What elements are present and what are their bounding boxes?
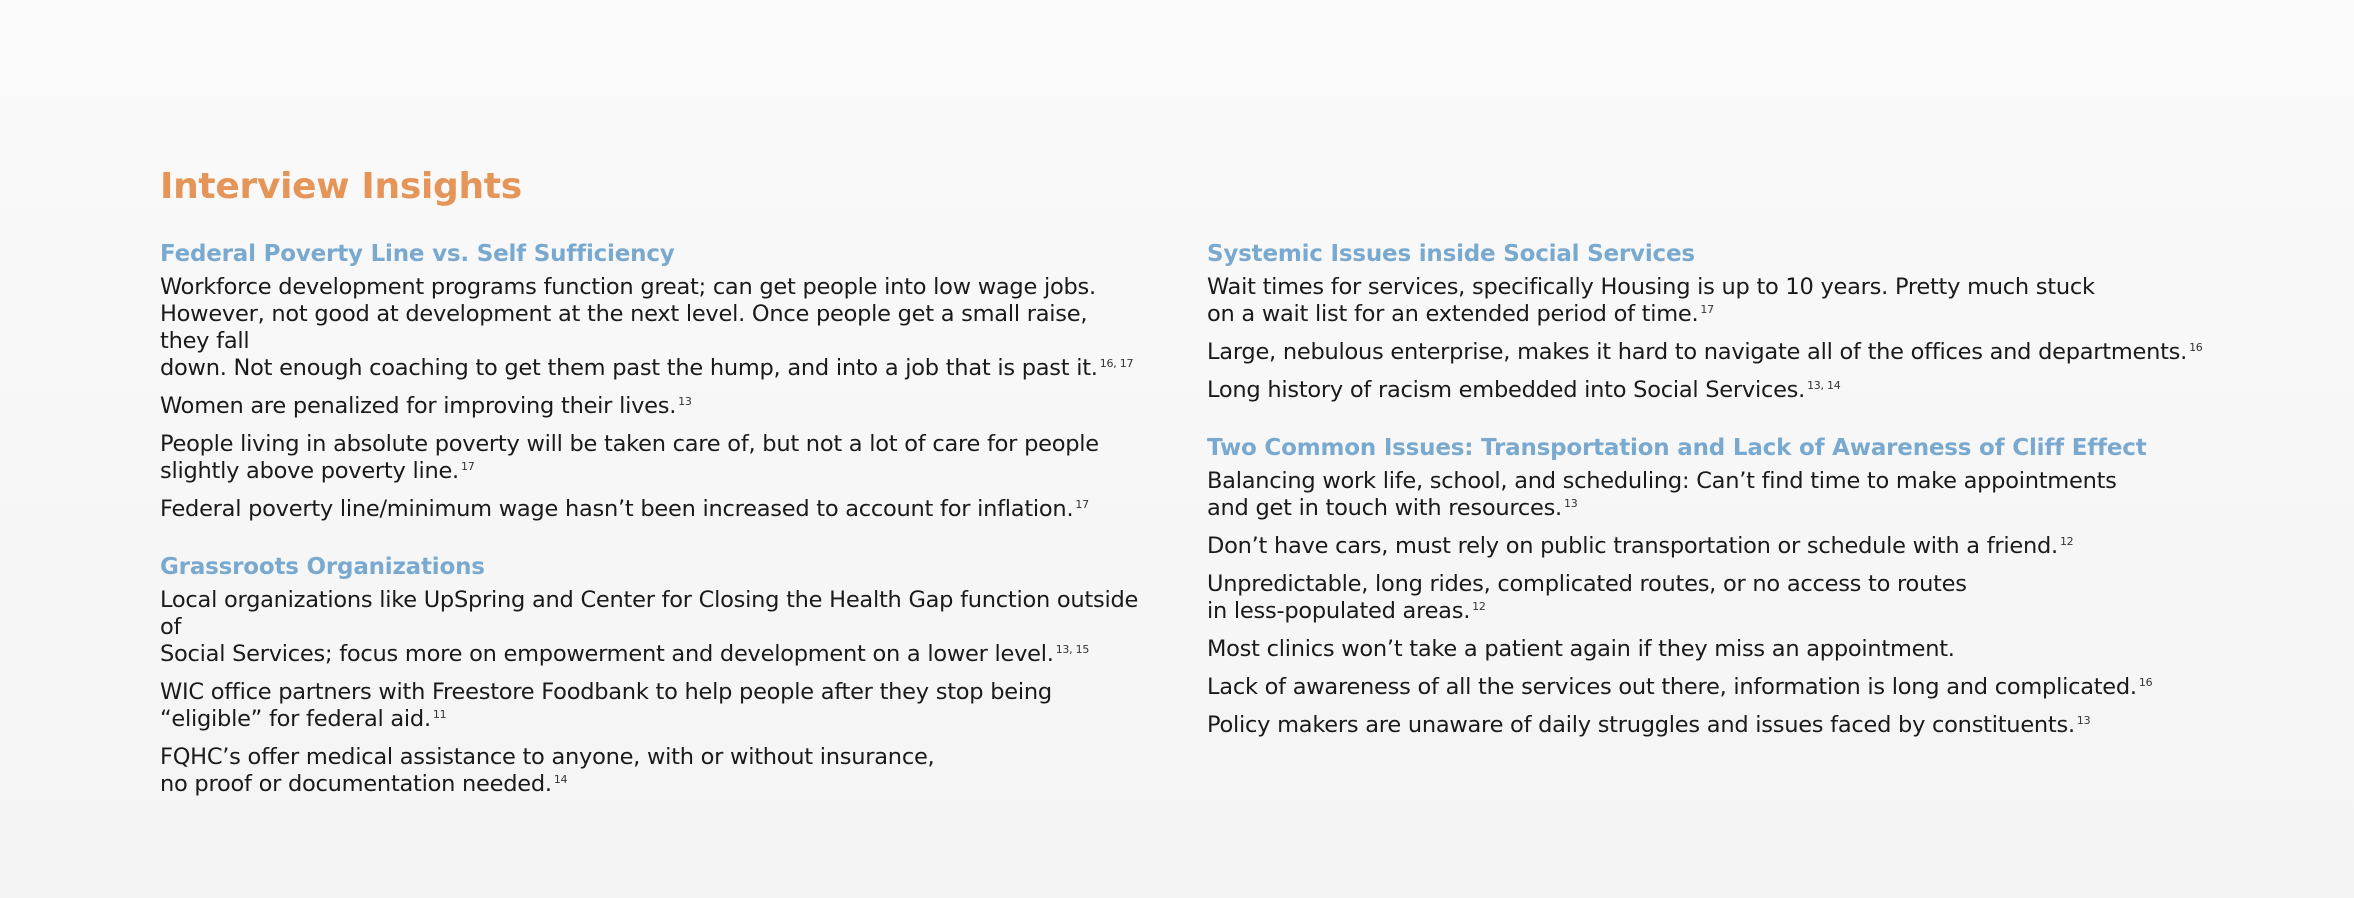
- insight-text: Local organizations like UpSpring and Center for Closing the Health Gap function outside of Social Services; focus more on empowerment and development on a lower level.: [160, 587, 1139, 667]
- footnote-reference: 16: [2138, 675, 2153, 689]
- footnote-reference: 16: [2189, 340, 2203, 354]
- insight-text: Women are penalized for improving their lives.: [160, 393, 677, 419]
- section-heading: Grassroots Organizations: [160, 554, 485, 580]
- insight-item: [1207, 636, 2207, 663]
- footnote-reference: 13: [678, 394, 692, 408]
- footnote-reference: 13, 15: [1055, 642, 1090, 656]
- insight-item: [1207, 377, 2207, 404]
- insight-item: [160, 431, 1140, 485]
- insight-item: [160, 393, 1140, 420]
- insight-item: [1207, 571, 2207, 625]
- insight-text: Workforce development programs function great; can get people into low wage jobs. However, not good at development at the next level. Once people get a small raise, they fall down. Not enough coaching to get them past the hump, and into a job that is past it.: [160, 274, 1098, 381]
- insight-item: [160, 274, 1140, 382]
- insight-text: Large, nebulous enterprise, makes it hard to navigate all of the offices and departments.: [1207, 339, 2188, 365]
- footnote-reference: 14: [553, 772, 568, 786]
- insight-section: [1207, 240, 2207, 404]
- left-column: [160, 240, 1140, 828]
- footnote-reference: 17: [460, 459, 475, 473]
- footnote-reference: 13: [1563, 496, 1578, 510]
- insight-text: Long history of racism embedded into Social Services.: [1207, 377, 1806, 403]
- insight-text: FQHC’s offer medical assistance to anyone, with or without insurance, no proof or documentation needed.: [160, 744, 935, 797]
- page-title: Interview Insights: [160, 166, 522, 207]
- right-column: [1207, 240, 2207, 769]
- insight-item: [160, 587, 1140, 668]
- section-heading: Federal Poverty Line vs. Self Sufficiency: [160, 241, 675, 267]
- insight-item: [160, 679, 1140, 733]
- insight-item: [1207, 533, 2207, 560]
- footnote-reference: 17: [1700, 302, 1714, 316]
- insight-text: Lack of awareness of all the services out there, information is long and complicated.: [1207, 674, 2137, 700]
- insight-text: Balancing work life, school, and scheduling: Can’t find time to make appointments and get in touch with resources.: [1207, 468, 2117, 521]
- footnote-reference: 16, 17: [1099, 356, 1134, 370]
- insight-text: People living in absolute poverty will be taken care of, but not a lot of care for people slightly above poverty line.: [160, 431, 1099, 484]
- footnote-reference: 17: [1075, 497, 1089, 511]
- footnote-reference: 13, 14: [1807, 378, 1841, 392]
- insight-text: Wait times for services, specifically Housing is up to 10 years. Pretty much stuck on a wait list for an extended period of time.: [1207, 274, 2095, 327]
- insight-item: [1207, 674, 2207, 701]
- footnote-reference: 12: [1472, 599, 1486, 613]
- insight-text: Don’t have cars, must rely on public transportation or schedule with a friend.: [1207, 533, 2058, 559]
- section-heading: Two Common Issues: Transportation and Lack of Awareness of Cliff Effect: [1207, 435, 2147, 461]
- insight-section: [160, 240, 1140, 523]
- insight-item: [1207, 274, 2207, 328]
- insight-text: Unpredictable, long rides, complicated routes, or no access to routes in less-populated areas.: [1207, 571, 1967, 624]
- insight-item: [160, 496, 1140, 523]
- insight-text: WIC office partners with Freestore Foodbank to help people after they stop being “eligible” for federal aid.: [160, 679, 1052, 732]
- insight-text: Most clinics won’t take a patient again if they miss an appointment.: [1207, 636, 1955, 662]
- insight-section: [160, 553, 1140, 798]
- footnote-reference: 13: [2076, 713, 2091, 727]
- footnote-reference: 12: [2059, 534, 2074, 548]
- insight-text: Federal poverty line/minimum wage hasn’t been increased to account for inflation.: [160, 496, 1074, 522]
- insight-item: [1207, 712, 2207, 739]
- insight-text: Policy makers are unaware of daily struggles and issues faced by constituents.: [1207, 712, 2075, 738]
- insight-item: [1207, 468, 2207, 522]
- section-heading: Systemic Issues inside Social Services: [1207, 241, 1695, 267]
- footnote-reference: 11: [432, 707, 447, 721]
- insight-item: [1207, 339, 2207, 366]
- insight-section: [1207, 434, 2207, 739]
- insight-item: [160, 744, 1140, 798]
